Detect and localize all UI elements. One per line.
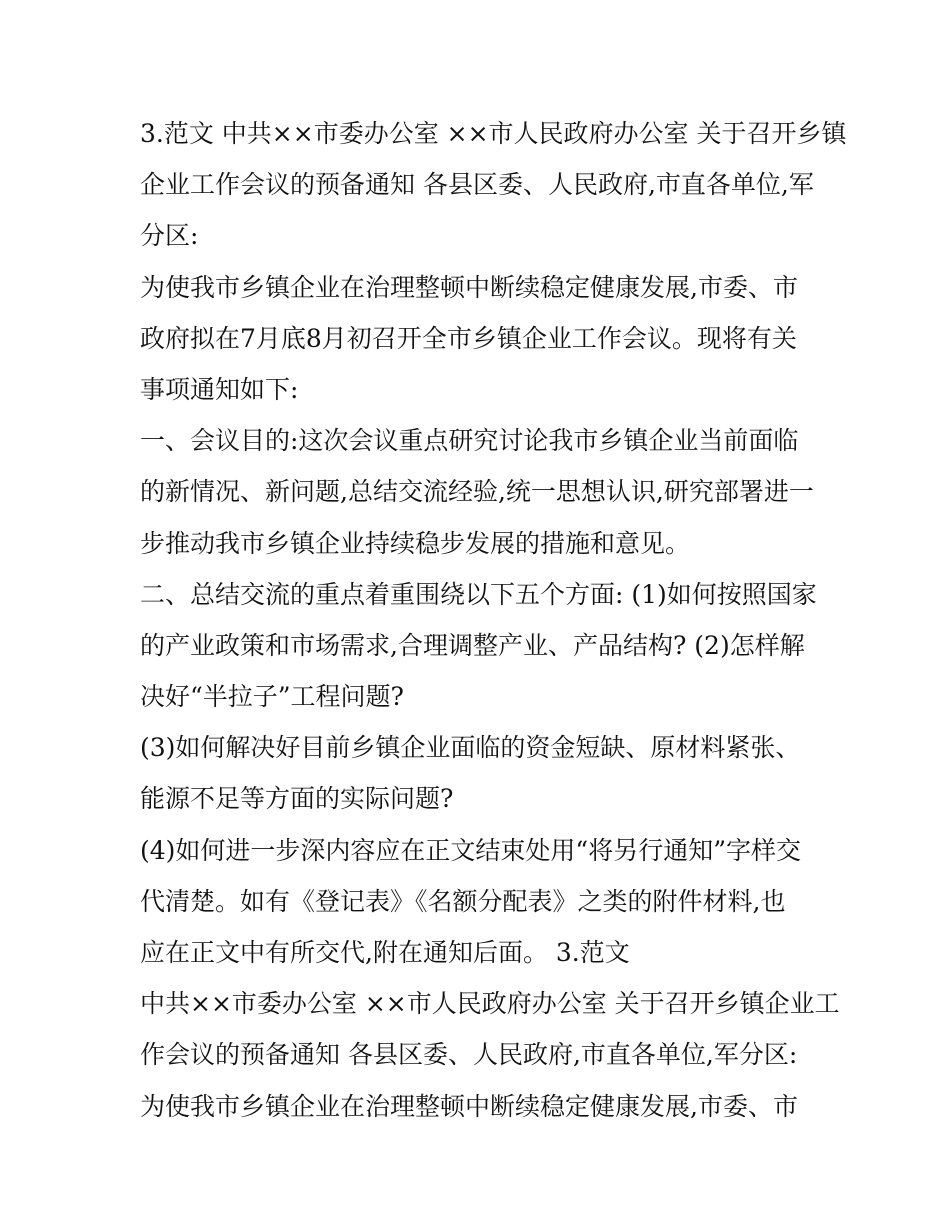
text-line: 为使我市乡镇企业在治理整顿中断续稳定健康发展,市委、市: [140, 1091, 798, 1121]
text-line: 企业工作会议的预备通知 各县区委、人民政府,市直各单位,军: [140, 170, 814, 200]
text-line: 应在正文中有所交代,附在通知后面。 3.范文: [140, 938, 630, 967]
text-line: 政府拟在7月底8月初召开全市乡镇企业工作会议。现将有关: [140, 323, 797, 353]
text-line: 分区:: [140, 221, 199, 251]
text-line: (3)如何解决好目前乡镇企业面临的资金短缺、原材料紧张、: [140, 733, 801, 763]
text-line: 3.范文 中共××市委办公室 ××市人民政府办公室 关于召开乡镇: [140, 119, 847, 148]
text-line: 中共××市委办公室 ××市人民政府办公室 关于召开乡镇企业工: [140, 989, 840, 1019]
text-line: 的产业政策和市场需求,合理调整产业、产品结构? (2)怎样解: [140, 630, 805, 660]
text-line: 二、总结交流的重点着重围绕以下五个方面: (1)如何按照国家: [140, 579, 817, 609]
text-line: 作会议的预备通知 各县区委、人民政府,市直各单位,军分区:: [140, 1040, 798, 1070]
text-line: 的新情况、新问题,总结交流经验,统一思想认识,研究部署进一: [140, 477, 814, 507]
text-line: 一、会议目的:这次会议重点研究讨论我市乡镇企业当前面临: [140, 426, 799, 456]
text-line: 能源不足等方面的实际问题?: [140, 784, 454, 814]
text-line: 代清楚。如有《登记表》《名额分配表》之类的附件材料,也: [140, 886, 786, 916]
text-line: 事项通知如下:: [140, 374, 299, 404]
text-line: (4)如何进一步深内容应在正文结束处用“将另行通知”字样交: [140, 835, 801, 865]
text-line: 步推动我市乡镇企业持续稳步发展的措施和意见。: [140, 528, 691, 558]
text-line: 为使我市乡镇企业在治理整顿中断续稳定健康发展,市委、市: [140, 272, 798, 302]
text-line: 决好“半拉子”工程问题?: [140, 682, 404, 712]
document-body: [140, 108, 847, 1132]
